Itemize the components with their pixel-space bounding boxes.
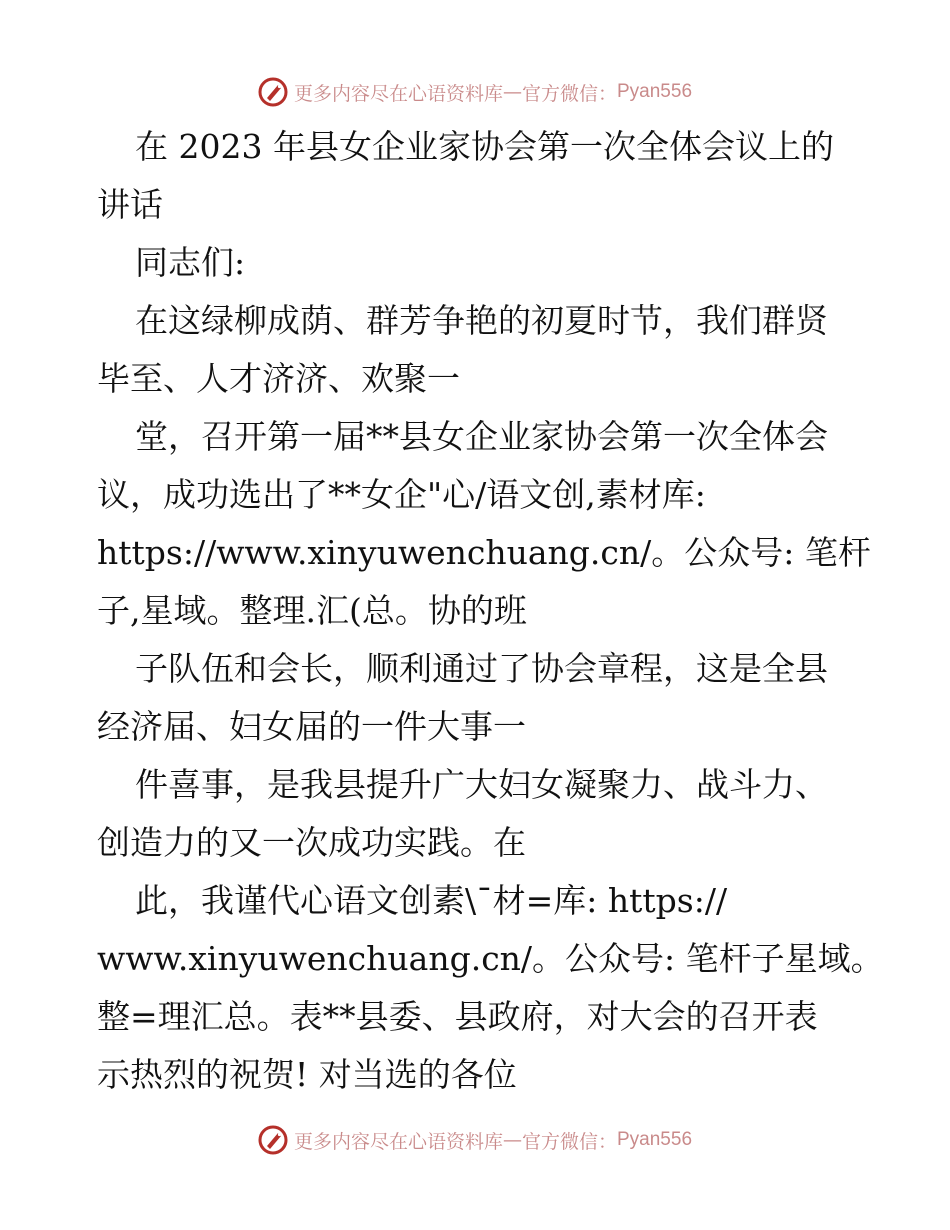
text-line: 同志们:	[135, 243, 246, 282]
text-line: 毕至、人才济济、欢聚一	[97, 359, 460, 398]
banner-wechat-id: Pyan556	[617, 81, 693, 102]
banner-site-text: 更多内容尽在心语资料库	[293, 82, 503, 105]
text-line: 此，我谨代心语文创素\¯材=库: https://	[135, 881, 728, 920]
header-banner	[0, 72, 950, 112]
banner-wechat-id: Pyan556	[617, 1129, 693, 1150]
text-line: 讲话	[97, 185, 163, 224]
banner-separator: —	[502, 81, 522, 103]
text-line: 在 2023 年县女企业家协会第一次全体会议上的	[135, 127, 834, 166]
text-line: https://www.xinyuwenchuang.cn/。公众号: 笔杆	[97, 533, 871, 572]
text-line: 创造力的又一次成功实践。在	[97, 823, 526, 862]
text-line: 子,星域。整理.汇(总。协的班	[97, 591, 527, 630]
text-line: www.xinyuwenchuang.cn/。公众号: 笔杆子星域。	[97, 939, 884, 978]
text-line: 示热烈的祝贺! 对当选的各位	[97, 1055, 517, 1094]
text-line: 件喜事，是我县提升广大妇女凝聚力、战斗力、	[135, 765, 828, 804]
footer-banner	[0, 1120, 950, 1160]
banner-official-text: 官方微信：	[521, 1130, 617, 1153]
banner-official-text: 官方微信：	[521, 82, 617, 105]
text-line: 经济届、妇女届的一件大事一	[97, 707, 526, 746]
text-line: 整=理汇总。表**县委、县政府，对大会的召开表	[97, 997, 818, 1036]
banner-separator: —	[502, 1129, 522, 1151]
pen-logo-icon	[258, 1125, 288, 1155]
text-line: 在这绿柳成荫、群芳争艳的初夏时节，我们群贤	[135, 301, 828, 340]
document-body	[97, 118, 884, 1104]
text-line: 子队伍和会长，顺利通过了协会章程，这是全县	[135, 649, 828, 688]
pen-logo-icon	[258, 77, 288, 107]
text-line: 议，成功选出了**女企"心/语文创,素材库:	[97, 475, 706, 514]
text-line: 堂，召开第一届**县女企业家协会第一次全体会	[135, 417, 828, 456]
banner-site-text: 更多内容尽在心语资料库	[293, 1130, 503, 1153]
